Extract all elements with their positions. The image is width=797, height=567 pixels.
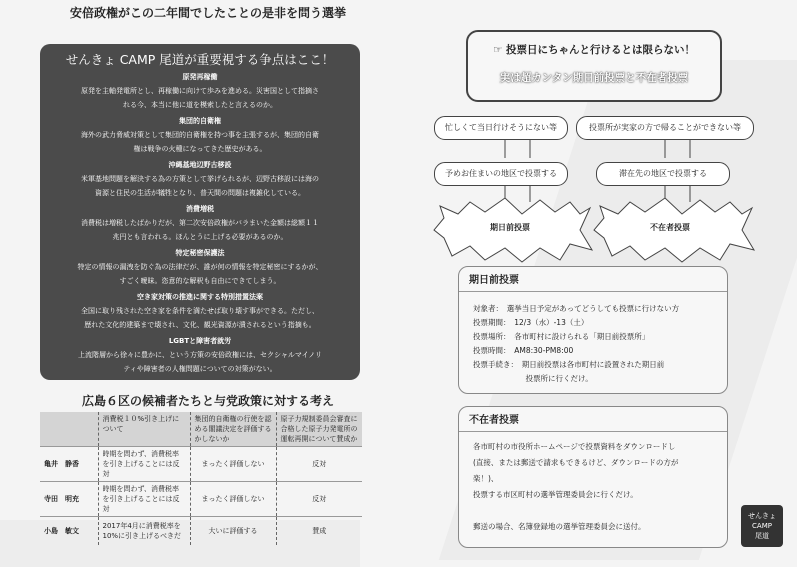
- headline-line: ☞ 投票日にちゃんと行けるとは限らない！: [492, 44, 696, 56]
- table-cell: 賛成: [276, 517, 362, 546]
- issue-title: 原発再稼働: [182, 73, 218, 81]
- issue-text: れる今、本当に他に道を模索したと言えるのか。: [123, 101, 277, 109]
- candidate-name: 亀井 静香: [40, 447, 98, 482]
- issue-text: ティや障害者の人権問題についての対策がない。: [123, 365, 277, 373]
- flow-stay: 滞在先の地区で投票する: [596, 162, 730, 186]
- issue-item: [50, 246, 350, 288]
- early-voting-line: 投票手続き： 期日前投票は各市町村に設置された期日前: [473, 360, 665, 369]
- logo-text: 尾道: [755, 532, 769, 540]
- issue-title: 沖縄基地辺野古移設: [168, 161, 232, 169]
- issue-text: すごく曖昧。恣意的な解釈も自由にできてしまう。: [119, 277, 281, 285]
- voting-headline-box: [466, 30, 722, 102]
- absentee-voting-box: [458, 406, 728, 548]
- flow-busy: 忙しくて当日行けそうにない等: [434, 116, 568, 140]
- table-header: [40, 412, 98, 447]
- issue-title: LGBTと障害者就労: [168, 337, 232, 345]
- flow-local: 予めお住まいの地区で投票する: [434, 162, 568, 186]
- table-cell: 時期を問わず、消費税率を引き上げることには反対: [98, 447, 190, 482]
- early-voting-box: [458, 266, 728, 394]
- burst-label-absentee: 不在者投票: [650, 223, 690, 232]
- absentee-voting-line: 各市町村の市役所ホームページで投票資料をダウンロードし: [473, 442, 676, 451]
- issue-item: [50, 202, 350, 244]
- flow-away: 投票所が実家の方で帰ることができない等: [576, 116, 754, 140]
- issue-text: 権は戦争の火種になってきた歴史がある。: [133, 145, 267, 153]
- issue-text: 資源と住民の生活が犠牲となり、普天間の問題は複雑化している。: [95, 189, 305, 197]
- issue-item: [50, 158, 350, 200]
- table-cell: まったく評価しない: [190, 447, 276, 482]
- issue-title: 集団的自衛権: [179, 117, 221, 125]
- absentee-voting-line: 郵送の場合、名簿登録地の選挙管理委員会に送付。: [473, 522, 646, 531]
- table-row: [40, 482, 362, 517]
- issue-text: 全国に取り残された空き家を条件を満たせば取り壊す事ができる。ただし、: [81, 307, 319, 315]
- absentee-voting-line: 投票する市区町村の選挙管理委員会に行くだけ。: [473, 490, 638, 499]
- issue-title: 消費増税: [186, 205, 214, 213]
- issue-item: [50, 70, 350, 112]
- logo-text: せんきょ: [748, 512, 776, 520]
- issues-box: [40, 44, 360, 380]
- table-cell: 反対: [276, 482, 362, 517]
- issue-text: 上流階層から徐々に豊かに、という方策の安倍政権には、セクシャルマイノリ: [77, 351, 323, 359]
- table-row: [40, 447, 362, 482]
- issue-item: [50, 334, 350, 376]
- logo-text: CAMP: [752, 522, 772, 530]
- table-header: 原子力規制委員会審査に合格した原子力発電所の運転再開について賛成か: [276, 412, 362, 447]
- absentee-voting-line: (直接、または郵送で請求もできるけど、ダウンロードの方が: [473, 458, 679, 467]
- issue-title: 特定秘密保護法: [175, 249, 225, 257]
- absentee-voting-title: 不在者投票: [469, 415, 519, 426]
- early-voting-title: 期日前投票: [469, 275, 519, 286]
- issue-text: 歴れた文化的建築まで壊され、文化、観光資源が潰されるという指摘も。: [84, 321, 316, 329]
- issue-text: 米軍基地問題を解決する為の方策として挙げられるが、辺野古移設には海の: [81, 175, 319, 183]
- table-header: 消費税１０%引き上げについて: [98, 412, 190, 447]
- issue-text: 特定の情報の漏洩を防ぐ為の法律だが、誰が何の情報を特定秘密にするかが、: [77, 263, 323, 271]
- table-cell: 時期を問わず、消費税率を引き上げることには反対: [98, 482, 190, 517]
- issue-title: 空き家対策の推進に関する特別措置法案: [137, 293, 263, 301]
- issue-text: 兆円とも言われる。ほんとうに上げる必要があるのか。: [112, 233, 288, 241]
- table-cell: 2017年4月に消費税率を10%に引き上げるべきだ: [98, 517, 190, 546]
- table-header: 集団的自衛権の行使を認める閣議決定を評価するかしないか: [190, 412, 276, 447]
- candidate-name: 寺田 明充: [40, 482, 98, 517]
- headline-subtitle: 実は超カンタン期日前投票と不在者投票: [499, 72, 689, 84]
- early-voting-line: 投票所に行くだけ。: [473, 374, 593, 383]
- senkyo-camp-logo: [741, 505, 783, 547]
- absentee-voting-line: 楽！)、: [473, 474, 499, 483]
- divider: [459, 431, 727, 432]
- candidates-table: [40, 412, 362, 545]
- page-title: 安倍政権がこの二年間でしたことの是非を問う選挙: [69, 6, 346, 20]
- table-cell: 大いに評価する: [190, 517, 276, 546]
- issue-text: 海外の武力脅威対策として集団的自衛権を持つ事を主張するが、集団的自衛: [81, 131, 319, 139]
- table-cell: まったく評価しない: [190, 482, 276, 517]
- early-voting-line: 対象者： 選挙当日予定があってどうしても投票に行けない方: [473, 304, 680, 313]
- early-voting-line: 投票場所： 各市町村に設けられる「期日前投票所」: [473, 332, 650, 341]
- issues-heading: せんきょ CAMP 尾道が重要視する争点はここ！: [65, 52, 335, 67]
- issue-text: 消費税は増税したばかりだが、第二次安倍政権がバラまいた金額は総額１１: [81, 219, 319, 227]
- table-cell: 反対: [276, 447, 362, 482]
- candidate-name: 小島 敏文: [40, 517, 98, 546]
- issue-item: [50, 114, 350, 156]
- early-voting-line: 投票期間： 12/3（水）-13（土）: [473, 318, 589, 327]
- burst-label-early: 期日前投票: [490, 223, 530, 232]
- candidates-title: 広島６区の候補者たちと与党政策に対する考え: [81, 394, 334, 408]
- issue-text: 原発を主軸発電所とし、再稼働に向けて歩みを進める。災害国として指摘さ: [81, 87, 319, 95]
- early-voting-line: 投票時間： AM8:30-PM8:00: [473, 346, 574, 355]
- issue-item: [50, 290, 350, 332]
- table-row: [40, 517, 362, 546]
- divider: [459, 291, 727, 292]
- table-header-row: [40, 412, 362, 447]
